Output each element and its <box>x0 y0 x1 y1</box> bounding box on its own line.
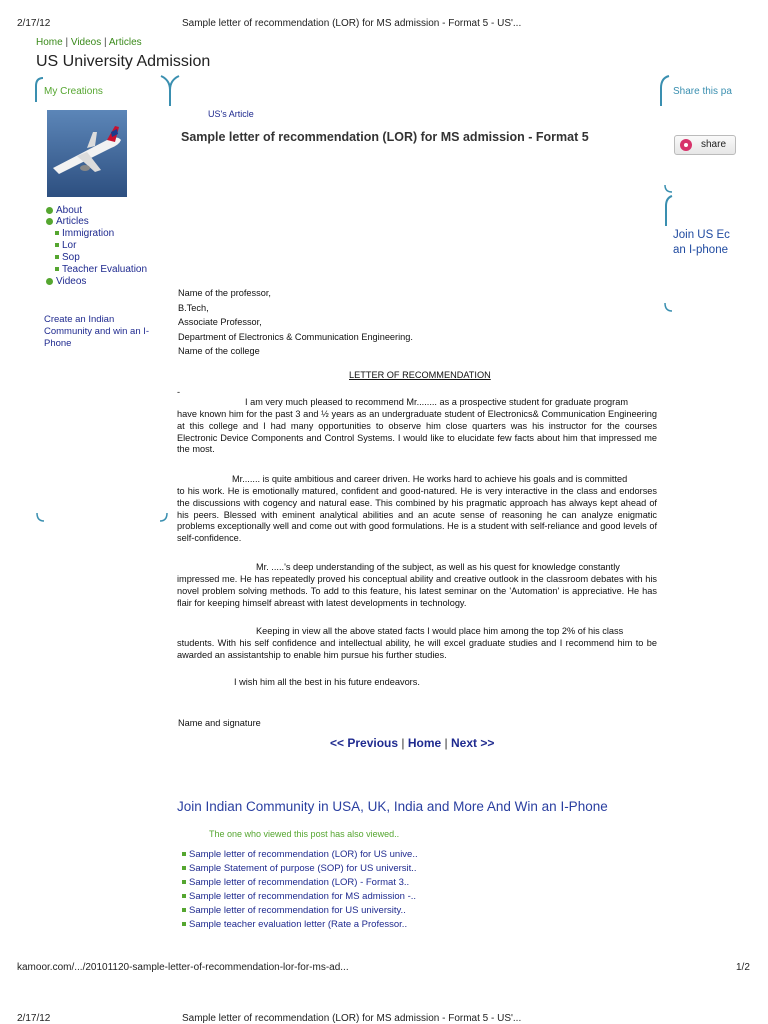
related-link[interactable]: Sample Statement of purpose (SOP) for US universit.. <box>189 863 417 874</box>
nav-videos-link[interactable]: Videos <box>70 37 102 48</box>
related-item[interactable] <box>182 849 418 860</box>
corner-bracket-icon <box>663 184 673 194</box>
address-line: Department of Electronics & Communication Engineering. <box>178 331 413 342</box>
share-button[interactable] <box>674 135 736 155</box>
join-line: Join US Ec <box>673 229 730 241</box>
corner-bracket-icon <box>663 302 673 314</box>
square-bullet-icon <box>55 231 59 235</box>
print-date: 2/17/12 <box>17 18 51 29</box>
square-bullet-icon <box>182 908 186 912</box>
article-category[interactable]: US's Article <box>208 109 254 119</box>
sidebar-promo-link[interactable] <box>44 314 149 350</box>
related-link[interactable]: Sample letter of recommendation (LOR) - Format 3.. <box>189 877 410 888</box>
share-heading: Share this pa <box>673 86 732 97</box>
paragraph-2: to his work. He is emotionally matured, confident and good-natured. He is very interactive in the class and endorses the discussions with cogency and natural ease. This combined by his pragmatic approach has always kept ahead of his peers. Blessed with eminent analytical abilities and an acute sense of reasoning he can analyze enigmatic problems exceptionally well and come out with good formulations. He is a student with self-reliance and good levels of self-confidence. <box>177 486 657 544</box>
join-line: an I-phone <box>673 244 728 256</box>
footer-page-number: 1/2 <box>736 962 750 973</box>
paragraph-1-first-line: I am very much pleased to recommend Mr........ as a prospective student for graduate program <box>245 397 628 407</box>
square-bullet-icon <box>182 894 186 898</box>
airplane-image <box>47 110 127 197</box>
related-item[interactable] <box>182 919 407 930</box>
top-nav: Home | Videos | Articles <box>36 37 142 48</box>
sidebar-item-lor[interactable] <box>55 240 76 251</box>
address-block <box>178 286 413 359</box>
sidebar-item-label[interactable]: Lor <box>62 240 77 251</box>
related-item[interactable] <box>182 891 416 902</box>
paragraph-2-first-line: Mr....... is quite ambitious and career driven. He works hard to achieve his goals and is committed <box>232 474 628 484</box>
home-link[interactable]: Home <box>407 736 442 750</box>
sidebar-item-articles[interactable] <box>46 216 89 227</box>
address-line: Name of the college <box>178 346 260 356</box>
related-item[interactable] <box>182 905 406 916</box>
sidebar-item-videos[interactable] <box>46 276 86 287</box>
square-bullet-icon <box>182 880 186 884</box>
nav-home-link[interactable]: Home <box>36 37 63 48</box>
footer-date: 2/17/12 <box>17 1013 51 1024</box>
sidebar-item-label[interactable]: About <box>56 205 83 216</box>
paragraph-4: students. With his self confidence and intellectual ability, he will excel graduate studies and I recommend him to be awarded an assistantship to enable him pursue his further studies. <box>177 638 657 660</box>
footer-title: Sample letter of recommendation (LOR) for MS admission - Format 5 - US'... <box>182 1013 522 1024</box>
paragraph-3: impressed me. He has repeatedly proved his conceptual ability and creative outlook in the classroom debates with his novel problem solving methods. To add to this feature, his latest seminar on the 'Automation' is appreciative. He has flair for keeping himself abreast with latest developments in technology. <box>177 574 657 608</box>
share-button-label: share <box>701 139 727 150</box>
sidebar-item-about[interactable] <box>46 205 82 216</box>
sidebar-item-label[interactable]: Videos <box>56 276 87 287</box>
previous-link[interactable]: << Previous <box>330 736 399 750</box>
sidebar-item-label[interactable]: Articles <box>56 216 89 227</box>
corner-bracket-icon <box>159 512 169 524</box>
right-bracket-icon <box>657 74 671 108</box>
paragraph-4-first-line: Keeping in view all the above stated facts I would place him among the top 2% of his class <box>256 626 624 636</box>
pager-separator: | <box>401 736 405 750</box>
square-bullet-icon <box>182 922 186 926</box>
corner-bracket-icon <box>35 512 45 524</box>
print-title: Sample letter of recommendation (LOR) for MS admission - Format 5 - US'... <box>182 18 522 29</box>
promo-line: Phone <box>44 338 72 349</box>
community-banner-link[interactable]: Join Indian Community in USA, UK, India and More And Win an I-Phone <box>177 799 608 814</box>
paragraph-1: have known him for the past 3 and ½ years as an undergraduate student of Electronics& Communication Engineering at this college and I had many opportunities to observe him close quarters was his instructor for the courses Electronic Device Components and Control Systems. I would like to elucidate few facts about him that impressed me the most. <box>177 409 657 455</box>
sidebar-item-immigration[interactable] <box>55 228 114 239</box>
signature-line: Name and signature <box>178 718 261 728</box>
sidebar-item-label[interactable]: Immigration <box>62 228 115 239</box>
bullet-icon <box>46 278 53 285</box>
related-item[interactable] <box>182 863 417 874</box>
bullet-icon <box>46 207 53 214</box>
related-link[interactable]: Sample teacher evaluation letter (Rate a Professor.. <box>189 919 408 930</box>
closing-line: I wish him all the best in his future endeavors. <box>234 677 420 687</box>
right-bracket-icon <box>663 194 673 228</box>
square-bullet-icon <box>55 255 59 259</box>
address-line: Associate Professor, <box>178 317 262 327</box>
address-line: Name of the professor, <box>178 288 271 298</box>
address-line: B.Tech, <box>178 302 209 313</box>
join-promo-link[interactable] <box>673 228 730 258</box>
promo-line: Create an Indian <box>44 314 115 325</box>
sidebar-heading: My Creations <box>44 86 103 97</box>
bullet-icon <box>46 218 53 225</box>
paragraph-3-first-line: Mr. .....'s deep understanding of the subject, as well as his quest for knowledge constantly <box>256 562 620 572</box>
next-link[interactable]: Next >> <box>451 736 495 750</box>
pager <box>330 736 494 750</box>
nav-articles-link[interactable]: Articles <box>108 37 142 48</box>
column-divider-icon <box>159 74 181 108</box>
square-bullet-icon <box>55 267 59 271</box>
square-bullet-icon <box>182 852 186 856</box>
footer-url: kamoor.com/.../20101120-sample-letter-of-recommendation-lor-for-ms-ad... <box>17 962 349 973</box>
sidebar-item-teacher-evaluation[interactable] <box>55 264 147 275</box>
sidebar-item-label[interactable]: Teacher Evaluation <box>62 264 148 275</box>
related-heading: The one who viewed this post has also viewed.. <box>209 829 400 839</box>
share-icon-center <box>684 143 688 147</box>
promo-line: Community and win an I- <box>44 326 150 337</box>
sidebar-item-label[interactable]: Sop <box>62 252 80 263</box>
related-item[interactable] <box>182 877 409 888</box>
sidebar-item-sop[interactable] <box>55 252 80 263</box>
related-link[interactable]: Sample letter of recommendation (LOR) for US unive.. <box>189 849 418 860</box>
related-link[interactable]: Sample letter of recommendation for US university.. <box>189 905 406 916</box>
related-link[interactable]: Sample letter of recommendation for MS admission -.. <box>189 891 417 902</box>
site-title[interactable]: US University Admission <box>36 53 211 70</box>
square-bullet-icon <box>55 243 59 247</box>
square-bullet-icon <box>182 866 186 870</box>
article-title: Sample letter of recommendation (LOR) for MS admission - Format 5 <box>181 130 589 144</box>
pager-separator: | <box>444 736 448 750</box>
dash: - <box>177 387 181 397</box>
letter-heading: LETTER OF RECOMMENDATION <box>349 370 491 380</box>
